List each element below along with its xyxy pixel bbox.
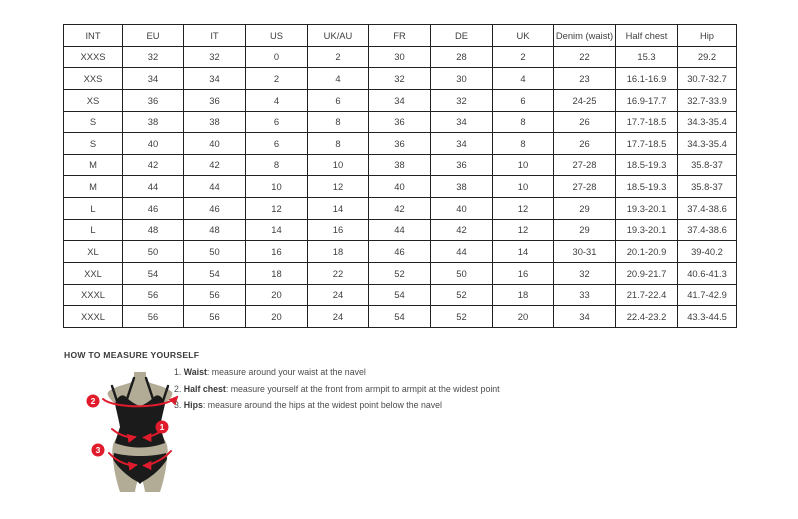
table-cell: 38: [123, 111, 184, 133]
waist-badge-number: 1: [159, 422, 165, 432]
table-cell: 40: [123, 133, 184, 155]
table-cell: 16: [308, 219, 369, 241]
table-cell: 19.3-20.1: [616, 198, 678, 220]
table-cell: 34: [554, 306, 616, 328]
table-cell: 32: [554, 263, 616, 285]
table-cell: 18: [308, 241, 369, 263]
column-header: IT: [184, 25, 246, 47]
measure-step: [174, 397, 500, 414]
table-row: [64, 111, 737, 133]
table-cell: 44: [431, 241, 493, 263]
table-cell: 54: [369, 284, 431, 306]
table-cell: L: [64, 219, 123, 241]
table-cell: 54: [123, 263, 184, 285]
table-cell: 42: [369, 198, 431, 220]
table-cell: 38: [184, 111, 246, 133]
table-cell: 37.4-38.6: [678, 219, 737, 241]
table-cell: 40: [184, 133, 246, 155]
table-cell: 30: [369, 46, 431, 68]
table-cell: 43.3-44.5: [678, 306, 737, 328]
table-row: [64, 89, 737, 111]
table-cell: 36: [123, 89, 184, 111]
table-cell: 14: [246, 219, 308, 241]
table-cell: 52: [431, 306, 493, 328]
table-cell: 40: [369, 176, 431, 198]
table-cell: 12: [246, 198, 308, 220]
measure-steps: [174, 364, 500, 414]
table-cell: 42: [123, 154, 184, 176]
table-cell: 21.7-22.4: [616, 284, 678, 306]
table-cell: 50: [431, 263, 493, 285]
table-cell: 30-31: [554, 241, 616, 263]
table-cell: 40.6-41.3: [678, 263, 737, 285]
table-cell: 18: [246, 263, 308, 285]
column-header: UK: [493, 25, 554, 47]
table-cell: 16.9-17.7: [616, 89, 678, 111]
table-cell: 10: [246, 176, 308, 198]
step-text: : measure around the hips at the widest point below the navel: [202, 400, 442, 410]
table-cell: 32: [123, 46, 184, 68]
table-cell: 29: [554, 219, 616, 241]
table-cell: XS: [64, 89, 123, 111]
table-cell: XXL: [64, 263, 123, 285]
table-cell: 34.3-35.4: [678, 111, 737, 133]
column-header: EU: [123, 25, 184, 47]
table-cell: 33: [554, 284, 616, 306]
table-cell: 12: [493, 219, 554, 241]
table-cell: 56: [123, 284, 184, 306]
table-cell: 8: [493, 111, 554, 133]
step-number: 2.: [174, 383, 184, 394]
table-cell: 56: [123, 306, 184, 328]
table-cell: 35.8-37: [678, 176, 737, 198]
table-cell: 12: [308, 176, 369, 198]
table-cell: 38: [431, 176, 493, 198]
table-cell: 34: [184, 68, 246, 90]
column-header: Hip: [678, 25, 737, 47]
table-cell: 18.5-19.3: [616, 176, 678, 198]
table-cell: 4: [246, 89, 308, 111]
table-cell: 52: [431, 284, 493, 306]
table-cell: 54: [369, 306, 431, 328]
measure-heading: HOW TO MEASURE YOURSELF: [64, 350, 200, 360]
table-cell: 17.7-18.5: [616, 133, 678, 155]
waist-badge: [156, 421, 169, 434]
table-cell: 42: [184, 154, 246, 176]
table-cell: 15.3: [616, 46, 678, 68]
table-row: [64, 219, 737, 241]
table-cell: 6: [493, 89, 554, 111]
table-cell: 41.7-42.9: [678, 284, 737, 306]
table-row: [64, 284, 737, 306]
table-cell: 10: [493, 154, 554, 176]
table-cell: 27-28: [554, 154, 616, 176]
table-header-row: [64, 25, 737, 47]
step-label: Waist: [183, 367, 207, 377]
column-header: INT: [64, 25, 123, 47]
table-cell: 20.1-20.9: [616, 241, 678, 263]
table-cell: 10: [493, 176, 554, 198]
table-row: [64, 306, 737, 328]
table-cell: 32: [184, 46, 246, 68]
table-cell: 28: [431, 46, 493, 68]
column-header: Denim (waist): [554, 25, 616, 47]
table-cell: 44: [184, 176, 246, 198]
table-cell: 46: [184, 198, 246, 220]
table-cell: XXXS: [64, 46, 123, 68]
table-cell: 2: [493, 46, 554, 68]
column-header: UK/AU: [308, 25, 369, 47]
table-cell: 56: [184, 306, 246, 328]
table-cell: 20.9-21.7: [616, 263, 678, 285]
table-cell: 27-28: [554, 176, 616, 198]
column-header: Half chest: [616, 25, 678, 47]
step-text: : measure yourself at the front from armpit to armpit at the widest point: [225, 383, 500, 394]
table-cell: 44: [369, 219, 431, 241]
table-cell: 29.2: [678, 46, 737, 68]
table-cell: 36: [431, 154, 493, 176]
table-cell: 22.4-23.2: [616, 306, 678, 328]
table-cell: XL: [64, 241, 123, 263]
table-cell: 35.8-37: [678, 154, 737, 176]
table-cell: 20: [246, 284, 308, 306]
step-text: : measure around your waist at the navel: [206, 367, 366, 377]
measure-step: [174, 364, 500, 381]
table-cell: M: [64, 154, 123, 176]
column-header: FR: [369, 25, 431, 47]
table-row: [64, 133, 737, 155]
table-cell: 24: [308, 306, 369, 328]
step-label: Hips: [183, 400, 203, 410]
table-row: [64, 46, 737, 68]
table-cell: 34.3-35.4: [678, 133, 737, 155]
table-cell: 14: [493, 241, 554, 263]
table-cell: 39-40.2: [678, 241, 737, 263]
table-cell: 44: [123, 176, 184, 198]
table-cell: 52: [369, 263, 431, 285]
table-cell: 34: [431, 133, 493, 155]
table-cell: 19.3-20.1: [616, 219, 678, 241]
table-cell: S: [64, 111, 123, 133]
table-cell: 6: [246, 111, 308, 133]
step-number: 3.: [174, 400, 184, 410]
table-cell: 36: [369, 133, 431, 155]
step-label: Half chest: [183, 383, 226, 394]
table-row: [64, 263, 737, 285]
table-cell: 22: [308, 263, 369, 285]
table-cell: 48: [123, 219, 184, 241]
table-row: [64, 176, 737, 198]
table-cell: 6: [246, 133, 308, 155]
size-chart-table: [63, 24, 737, 328]
table-cell: 56: [184, 284, 246, 306]
table-cell: 16: [493, 263, 554, 285]
table-row: [64, 154, 737, 176]
table-cell: 30.7-32.7: [678, 68, 737, 90]
table-cell: 29: [554, 198, 616, 220]
table-cell: 36: [184, 89, 246, 111]
hips-badge-number: 3: [95, 445, 101, 455]
table-cell: 40: [431, 198, 493, 220]
table-cell: 8: [493, 133, 554, 155]
table-cell: 2: [246, 68, 308, 90]
table-cell: 18: [493, 284, 554, 306]
table-cell: 8: [308, 133, 369, 155]
table-cell: 16: [246, 241, 308, 263]
table-cell: 50: [184, 241, 246, 263]
table-cell: 46: [369, 241, 431, 263]
table-cell: 48: [184, 219, 246, 241]
table-cell: 20: [493, 306, 554, 328]
table-cell: 20: [246, 306, 308, 328]
table-cell: XXS: [64, 68, 123, 90]
table-cell: 32: [431, 89, 493, 111]
table-cell: 2: [308, 46, 369, 68]
table-cell: 10: [308, 154, 369, 176]
table-cell: 50: [123, 241, 184, 263]
table-cell: 4: [493, 68, 554, 90]
table-cell: 8: [308, 111, 369, 133]
half-chest-badge: [87, 395, 100, 408]
table-cell: 17.7-18.5: [616, 111, 678, 133]
table-cell: 36: [369, 111, 431, 133]
table-cell: 32.7-33.9: [678, 89, 737, 111]
table-cell: 0: [246, 46, 308, 68]
table-row: [64, 241, 737, 263]
table-cell: M: [64, 176, 123, 198]
table-cell: 16.1-16.9: [616, 68, 678, 90]
table-cell: 32: [369, 68, 431, 90]
table-cell: 6: [308, 89, 369, 111]
step-number: 1.: [174, 367, 184, 377]
table-row: [64, 68, 737, 90]
table-cell: 30: [431, 68, 493, 90]
column-header: US: [246, 25, 308, 47]
table-cell: 4: [308, 68, 369, 90]
table-cell: 22: [554, 46, 616, 68]
table-cell: L: [64, 198, 123, 220]
table-cell: 18.5-19.3: [616, 154, 678, 176]
table-cell: 38: [369, 154, 431, 176]
table-row: [64, 198, 737, 220]
table-cell: 24: [308, 284, 369, 306]
table-cell: 26: [554, 111, 616, 133]
table-cell: S: [64, 133, 123, 155]
table-cell: 46: [123, 198, 184, 220]
measure-step: [174, 381, 500, 398]
table-cell: 42: [431, 219, 493, 241]
table-cell: 23: [554, 68, 616, 90]
table-cell: 54: [184, 263, 246, 285]
table-cell: 14: [308, 198, 369, 220]
table-cell: 34: [123, 68, 184, 90]
table-cell: 24-25: [554, 89, 616, 111]
table-cell: 37.4-38.6: [678, 198, 737, 220]
hips-badge: [92, 444, 105, 457]
table-cell: XXXL: [64, 284, 123, 306]
table-cell: 12: [493, 198, 554, 220]
column-header: DE: [431, 25, 493, 47]
table-cell: XXXL: [64, 306, 123, 328]
half-chest-badge-number: 2: [90, 396, 96, 406]
table-cell: 26: [554, 133, 616, 155]
table-cell: 8: [246, 154, 308, 176]
table-cell: 34: [431, 111, 493, 133]
table-cell: 34: [369, 89, 431, 111]
